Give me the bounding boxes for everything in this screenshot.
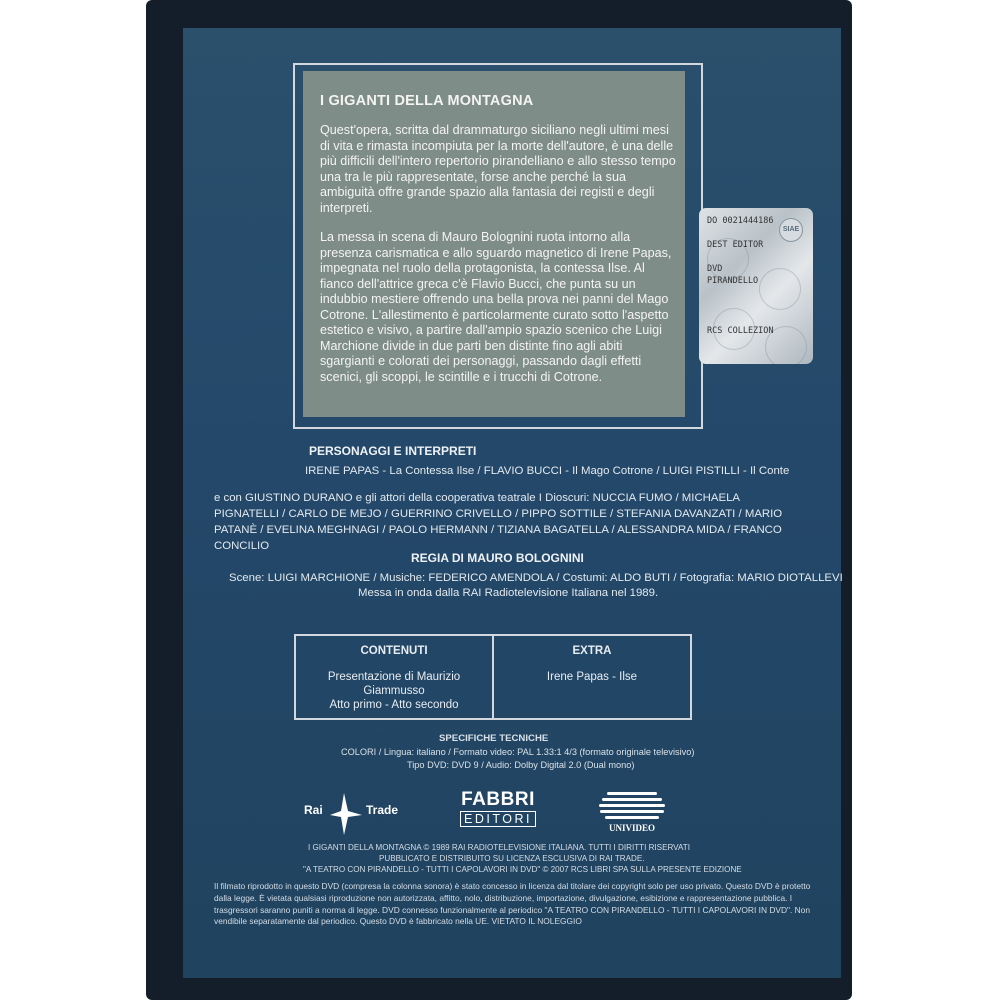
synopsis-paragraph-1: Quest'opera, scritta dal drammaturgo siciliano negli ultimi mesi di vita e rimasta incompiuta per la morte dell'autore, è una delle più difficili dell'intero repertorio pirandelliano e allo stesso tempo una tra le più rappresentate, forse anche perché la sua ambiguità offre grande spazio alla fantasia dei registi e degli interpreti.	[320, 123, 676, 215]
back-cover	[183, 28, 841, 978]
cast-others: e con GIUSTINO DURANO e gli attori della cooperativa teatrale I Dioscuri: NUCCIA FUMO / MICHAELA PIGNATELLI / CARLO DE MEJO / GUERRINO CRIVELLO / PIPPO SOTTILE / STEFANIA DAVANZATI / MARIO PATANÈ / EVELINA MEGHNAGI / PAOLO HERMANN / TIZIANA BAGATELLA / ALESSANDRA MIDA / FRANCO CONCILIO	[214, 492, 783, 552]
rai-logo-text: Rai	[304, 803, 323, 817]
siae-seal-icon: SIAE	[779, 218, 803, 242]
legal-notice: Il filmato riprodotto in questo DVD (compresa la colonna sonora) è stato concesso in licenza dal titolare dei copyright solo per uso privato. Questo DVD è protetto dalla legge. È vietata qualsiasi riproduzione non autorizzata, affitto, nolo, distribuzione, importazione, divulgazione, esibizione e rappresentazione pubblica. I trasgressori saranno puniti a norma di legge. DVD connesso funzionalmente al periodico "A TEATRO CON PIRANDELLO - TUTTI I CAPOLAVORI IN DVD". Non vendibile separatamente dal periodico. Questo DVD è fabbricato nella UE. VIETATO IL NOLEGGIO	[214, 881, 811, 927]
copyright-line-2: PUBBLICATO E DISTRIBUITO SU LICENZA ESCLUSIVA DI RAI TRADE.	[379, 854, 645, 863]
contents-column	[296, 644, 492, 712]
specs-line-1: COLORI / Lingua: italiano / Formato video: PAL 1.33:1 4/3 (formato originale televisivo)	[341, 747, 695, 757]
fabbri-logo-top: FABBRI	[461, 789, 535, 810]
hologram-circle	[759, 268, 801, 310]
trade-logo-text: Trade	[366, 803, 399, 817]
synopsis-title: I GIGANTI DELLA MONTAGNA	[320, 93, 534, 109]
direction-title: REGIA DI MAURO BOLOGNINI	[411, 551, 584, 565]
sticker-dest: DEST EDITOR	[707, 240, 764, 250]
rai-trade-star-icon	[330, 793, 362, 835]
specs-title: SPECIFICHE TECNICHE	[439, 733, 549, 744]
contents-line-1: Presentazione di Maurizio Giammusso	[327, 671, 461, 697]
copyright-line-3: "A TEATRO CON PIRANDELLO - TUTTI I CAPOLAVORI IN DVD" © 2007 RCS LIBRI SPA SULLA PRESENTE EDIZIONE	[303, 865, 742, 874]
specs-line-2: Tipo DVD: DVD 9 / Audio: Dolby Digital 2.0 (Dual mono)	[407, 760, 635, 770]
sticker-publisher: RCS COLLEZION	[707, 326, 774, 336]
fabbri-editori-logo	[460, 789, 536, 831]
univideo-text: UNIVIDEO	[608, 823, 655, 833]
contents-line-2: Atto primo - Atto secondo	[329, 699, 459, 711]
fabbri-logo-bottom: EDITORI	[460, 811, 536, 827]
contents-box	[294, 634, 692, 720]
sticker-type: DVD	[707, 264, 723, 274]
broadcast-note: Messa in onda dalla RAI Radiotelevisione Italiana nel 1989.	[358, 587, 659, 599]
extra-line-1: Irene Papas - Ilse	[546, 671, 638, 683]
synopsis-paragraph-2: La messa in scena di Mauro Bolognini ruota intorno alla presenza carismatica e allo sguardo magnetico di Irene Papas, impegnata nel ruolo della protagonista, la contessa Ilse. Al fianco dell'attrice greca c'è Flavio Bucci, che punta su un indubbio mestiere offrendo una bella prova nei panni del Mago Cotrone. L'allestimento è particolarmente curato sotto l'aspetto estetico e visivo, a partire dall'ampio spazio scenico che Luigi Marchione divide in due parti ben distinte fino agli abiti sgargianti e colorati dei personaggi, passando dagli effetti scenici, gli scoppi, le scintille e i trucchi di Cotrone.	[320, 230, 672, 384]
contents-head: CONTENUTI	[360, 645, 428, 657]
siae-hologram-sticker	[699, 208, 813, 364]
univideo-logo	[597, 792, 667, 836]
sticker-title: PIRANDELLO	[707, 276, 759, 286]
sticker-code: DO 0021444186	[707, 216, 774, 226]
cast-title: PERSONAGGI E INTERPRETI	[309, 444, 477, 458]
univideo-stripes-icon	[599, 792, 665, 822]
direction-credits: Scene: LUIGI MARCHIONE / Musiche: FEDERICO AMENDOLA / Costumi: ALDO BUTI / Fotografia: MARIO DIOTALLEVI	[229, 572, 843, 584]
synopsis-box	[303, 71, 685, 417]
copyright-line-1: I GIGANTI DELLA MONTAGNA © 1989 RAI RADIOTELEVISIONE ITALIANA. TUTTI I DIRITTI RISERVATI	[308, 843, 690, 852]
rai-trade-logo	[304, 793, 416, 841]
extra-head: EXTRA	[572, 645, 612, 657]
extra-column	[494, 644, 690, 684]
cast-main: IRENE PAPAS - La Contessa Ilse / FLAVIO BUCCI - Il Mago Cotrone / LUIGI PISTILLI - Il Conte	[305, 465, 790, 477]
